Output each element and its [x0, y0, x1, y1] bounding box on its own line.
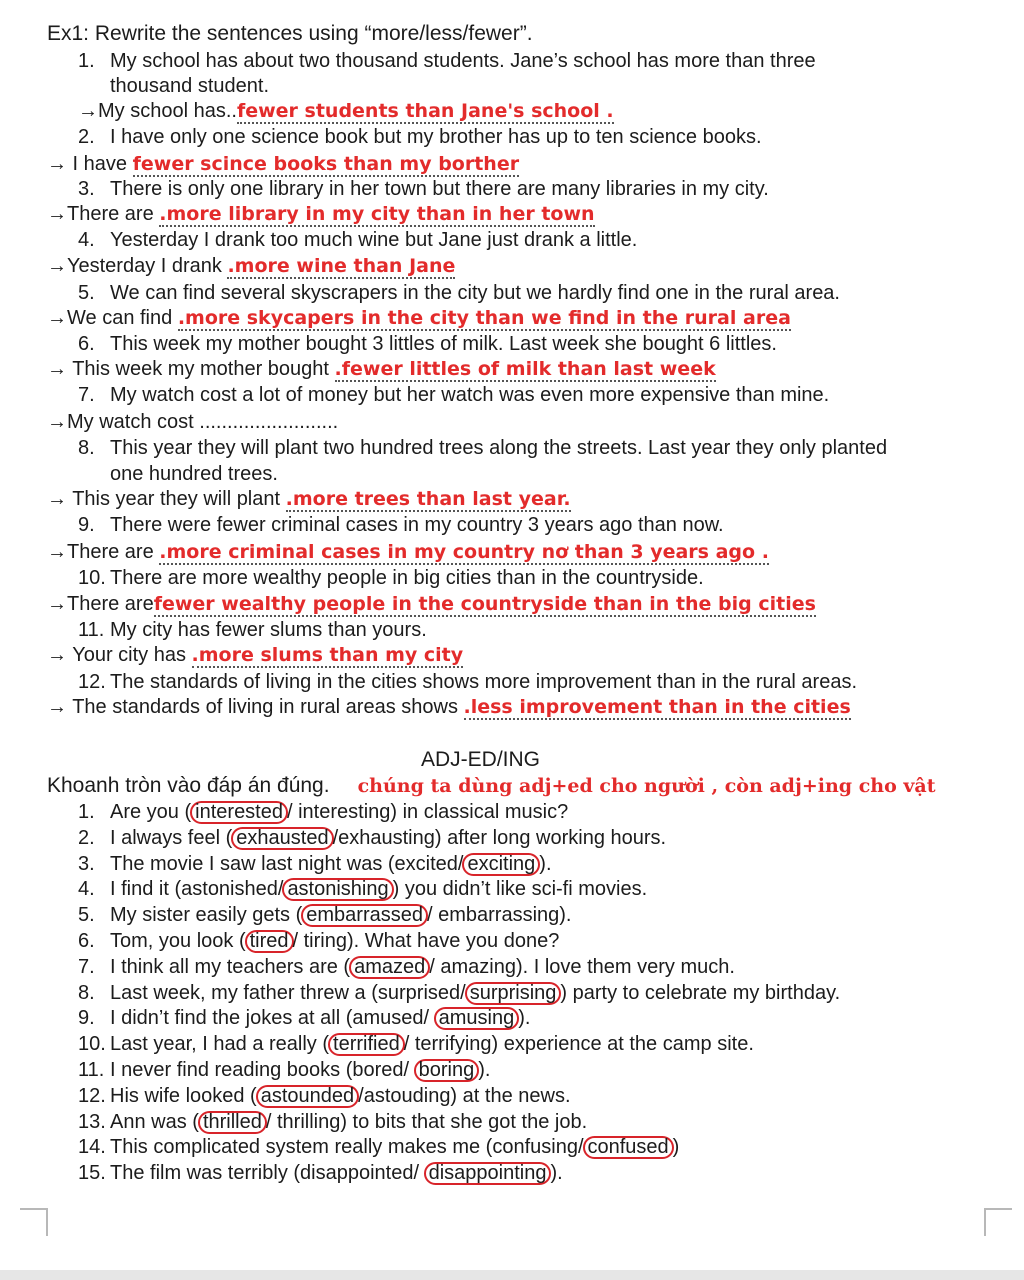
- circled-answer: boring: [414, 1059, 480, 1082]
- circled-answer: exciting: [462, 853, 540, 876]
- ex2-item-4: 4. I find it (astonished/ astonishing ) you didn’t like sci-fi movies.: [78, 878, 648, 900]
- ex1-question-2: 2. I have only one science book but my brother has up to ten science books.: [78, 126, 762, 148]
- ex2-item-5: 5. My sister easily gets ( embarrassed / embarrassing).: [78, 904, 572, 926]
- exercise-1-title: Ex1: Rewrite the sentences using “more/less/fewer”.: [47, 22, 533, 45]
- ex1-question-1-cont: thousand student.: [110, 75, 270, 97]
- ex1-answer-7: →My watch cost .........................: [47, 411, 339, 433]
- ex1-question-8: 8. This year they will plant two hundred trees along the streets. Last year they only planted: [78, 437, 888, 459]
- ex1-answer-3: →There are .more library in my city than in her town: [47, 203, 595, 225]
- ex1-question-11: 11. My city has fewer slums than yours.: [78, 619, 427, 641]
- ex1-answer-5: →We can find .more skycapers in the city than we find in the rural area: [47, 307, 791, 329]
- exercise-2-title: ADJ-ED/ING: [421, 748, 541, 771]
- ex2-item-11: 11. I never find reading books (bored/ boring ).: [78, 1059, 491, 1081]
- ex1-answer-12: → The standards of living in rural areas shows .less improvement than in the cities: [47, 696, 851, 718]
- ex1-answer-4: →Yesterday I drank .more wine than Jane: [47, 255, 456, 277]
- ex1-answer-11: → Your city has .more slums than my city: [47, 644, 464, 666]
- ex2-item-15: 15. The film was terribly (disappointed/ disappointing ).: [78, 1162, 563, 1184]
- ex1-question-7: 7. My watch cost a lot of money but her watch was even more expensive than mine.: [78, 384, 830, 406]
- circled-answer: confused: [583, 1136, 674, 1159]
- ex1-question-6: 6. This week my mother bought 3 littles of milk. Last week she bought 6 littles.: [78, 333, 777, 355]
- ex1-answer-10: →There arefewer wealthy people in the countryside than in the big cities: [47, 593, 816, 615]
- ex1-question-3: 3. There is only one library in her town but there are many libraries in my city.: [78, 178, 769, 200]
- circled-answer: terrified: [328, 1033, 405, 1056]
- ex1-answer-2: → I have fewer scince books than my borther: [47, 153, 520, 175]
- ex2-item-14: 14. This complicated system really makes me (confusing/ confused ): [78, 1136, 680, 1158]
- circled-answer: embarrassed: [301, 904, 428, 927]
- ex1-question-12: 12. The standards of living in the cities shows more improvement than in the rural areas.: [78, 671, 858, 693]
- circled-answer: tired: [245, 930, 294, 953]
- teacher-note: chúng ta dùng adj+ed cho người , còn adj+ing cho vật: [357, 775, 936, 797]
- ex2-item-12: 12. His wife looked ( astounded /astouding) at the news.: [78, 1085, 571, 1107]
- circled-answer: disappointing: [424, 1162, 552, 1185]
- ex1-question-5: 5. We can find several skyscrapers in the city but we hardly find one in the rural area.: [78, 282, 840, 304]
- page-corner-mark-left: [20, 1208, 48, 1236]
- ex1-answer-6: → This week my mother bought .fewer littles of milk than last week: [47, 358, 716, 380]
- ex1-answer-9: →There are .more criminal cases in my country nơ than 3 years ago .: [47, 541, 769, 563]
- ex2-item-7: 7. I think all my teachers are ( amazed / amazing). I love them very much.: [78, 956, 735, 978]
- ex2-item-1: 1. Are you ( interested / interesting) in classical music?: [78, 801, 569, 823]
- ex1-question-8-cont: one hundred trees.: [110, 463, 278, 485]
- ex1-question-10: 10. There are more wealthy people in big cities than in the countryside.: [78, 567, 704, 589]
- ex2-item-8: 8. Last week, my father threw a (surprised/ surprising ) party to celebrate my birthday.: [78, 982, 841, 1004]
- circled-answer: astonishing: [282, 878, 393, 901]
- ex2-item-9: 9. I didn’t find the jokes at all (amused/ amusing ).: [78, 1007, 531, 1029]
- exercise-2-instruction: Khoanh tròn vào đáp án đúng. chúng ta dùng adj+ed cho người , còn adj+ing cho vật: [47, 774, 936, 797]
- ex1-question-1: 1. My school has about two thousand students. Jane’s school has more than three: [78, 50, 816, 72]
- circled-answer: interested: [190, 801, 288, 824]
- page-corner-mark-right: [984, 1208, 1012, 1236]
- circled-answer: amusing: [434, 1007, 520, 1030]
- page-bottom-bar: [0, 1270, 1024, 1280]
- ex1-answer-8: → This year they will plant .more trees than last year.: [47, 488, 571, 510]
- circled-answer: amazed: [349, 956, 430, 979]
- circled-answer: thrilled: [198, 1111, 267, 1134]
- ex2-item-13: 13. Ann was ( thrilled / thrilling) to bits that she got the job.: [78, 1111, 588, 1133]
- ex1-question-9: 9. There were fewer criminal cases in my country 3 years ago than now.: [78, 514, 724, 536]
- circled-answer: surprising: [465, 982, 562, 1005]
- circled-answer: astounded: [256, 1085, 359, 1108]
- ex2-item-6: 6. Tom, you look ( tired / tiring). What have you done?: [78, 930, 560, 952]
- circled-answer: exhausted: [231, 827, 333, 850]
- ex2-item-2: 2. I always feel ( exhausted /exhausting) after long working hours.: [78, 827, 667, 849]
- ex2-item-10: 10. Last year, I had a really ( terrified / terrifying) experience at the camp site.: [78, 1033, 754, 1055]
- ex1-answer-1: →My school has..fewer students than Jane's school .: [78, 100, 614, 122]
- ex1-question-4: 4. Yesterday I drank too much wine but Jane just drank a little.: [78, 229, 638, 251]
- ex2-item-3: 3. The movie I saw last night was (excited/ exciting ).: [78, 853, 552, 875]
